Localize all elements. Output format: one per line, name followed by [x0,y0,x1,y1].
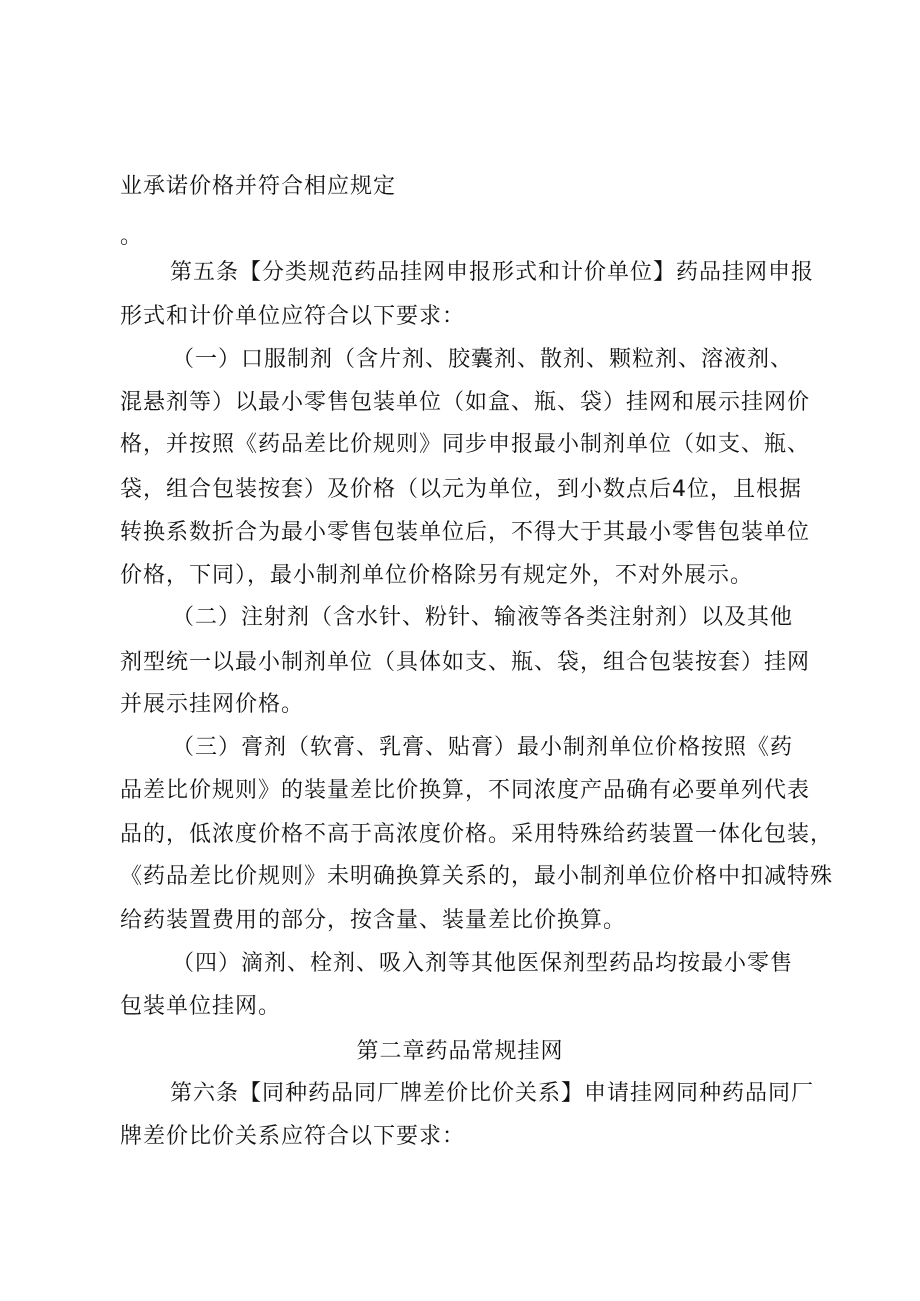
text-line: 业承诺价格并符合相应规定 [120,174,397,199]
text-line: （二）注射剂（含水针、粉针、输液等各类注射剂）以及其他 [172,605,794,630]
text-line: 。 [120,224,144,249]
text-line: （四）滴剂、栓剂、吸入剂等其他医保剂型药品均按最小零售 [172,951,794,976]
text-line: 剂型统一以最小制剂单位（具体如支、瓶、袋，组合包装按套）挂网 [120,650,811,675]
text-line: （三）膏剂（软膏、乳膏、贴膏）最小制剂单位价格按照《药 [172,735,794,760]
chapter-2-heading: 第二章药品常规挂网 [356,1039,564,1064]
text-line: 价格，下同），最小制剂单位价格除另有规定外，不对外展示。 [120,563,754,588]
article-5-heading: 第五条【分类规范药品挂网申报形式和计价单位】药品挂网申报 [170,260,815,285]
article-6-heading: 第六条【同种药品同厂牌差价比价关系】申请挂网同种药品同厂 [170,1081,815,1106]
text-line: 混悬剂等）以最小零售包装单位（如盒、瓶、袋）挂网和展示挂网价 [120,390,811,415]
text-line: 牌差价比价关系应符合以下要求： [120,1124,466,1149]
text-line: （一）口服制剂（含片剂、胶囊剂、散剂、颗粒剂、溶液剂、 [172,347,794,372]
text-line: 品的，低浓度价格不高于高浓度价格。采用特殊给药装置一体化包装， [120,822,834,847]
text-line: 转换系数折合为最小零售包装单位后，不得大于其最小零售包装单位 [120,520,811,545]
text-line: 给药装置费用的部分，按含量、装量差比价换算。 [120,908,627,933]
text-line: 袋，组合包装按套）及价格（以元为单位，到小数点后4位，且根据 [120,477,802,502]
text-line: 《药品差比价规则》未明确换算关系的，最小制剂单位价格中扣减特殊 [120,864,834,889]
text-line: 并展示挂网价格。 [120,692,305,717]
text-line: 品差比价规则》的装量差比价换算，不同浓度产品确有必要单列代表 [120,778,811,803]
text-line: 形式和计价单位应符合以下要求： [120,304,466,329]
text-line: 包装单位挂网。 [120,994,282,1019]
text-line: 格，并按照《药品差比价规则》同步申报最小制剂单位（如支、瓶、 [120,432,811,457]
